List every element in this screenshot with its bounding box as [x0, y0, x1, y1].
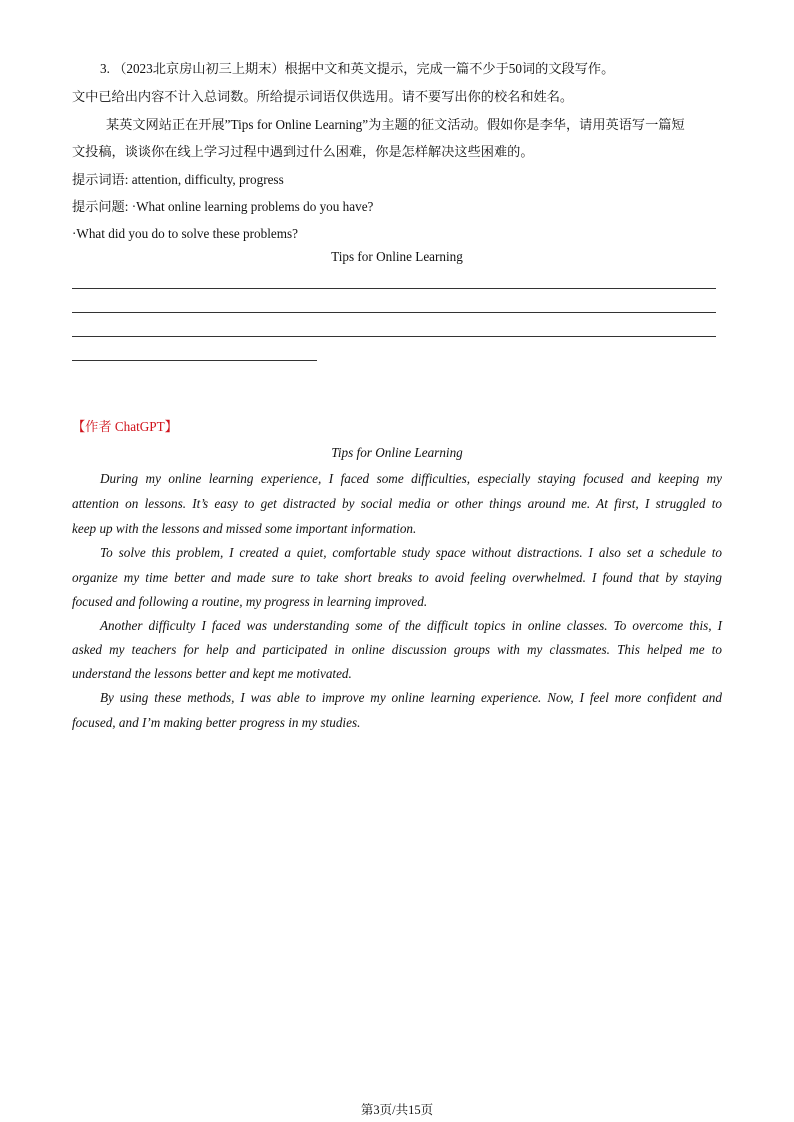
writing-line [72, 312, 716, 313]
answer-p3-line-1: Another difficulty I faced was understanding some of the difficult topics in online classes. To overcome this, I [100, 618, 722, 633]
question-line-4: 文投稿，谈谈你在线上学习过程中遇到过什么困难，你是怎样解决这些困难的。 [72, 144, 534, 159]
answer-p1-line-2: attention on lessons. It’s easy to get distracted by social media or other things around me. At first, I struggled to [72, 496, 722, 511]
answer-title: Tips for Online Learning [331, 445, 463, 460]
answer-p1-line-3: keep up with the lessons and missed some important information. [72, 521, 417, 536]
answer-p3-line-2: asked my teachers for help and participated in online discussion groups with my classmates. This helped me to [72, 642, 722, 657]
hint-words: 提示词语: attention, difficulty, progress [72, 172, 284, 187]
answer-p4-line-2: focused, and I’m making better progress in my studies. [72, 715, 361, 730]
answer-p2-line-1: To solve this problem, I created a quiet, comfortable study space without distractions. I also set a schedule to [100, 545, 722, 560]
hint-question-2: ·What did you do to solve these problems? [72, 226, 298, 241]
answer-p2-line-2: organize my time better and made sure to take short breaks to avoid feeling overwhelmed. I found that by staying [72, 570, 722, 585]
page-number: 第3页/共15页 [360, 1103, 434, 1117]
author-label: 【作者 ChatGPT】 [72, 419, 178, 434]
question-line-3: 某英文网站正在开展”Tips for Online Learning”为主题的征文活动。假如你是李华，请用英语写一篇短 [106, 117, 685, 132]
answer-p4-line-1: By using these methods, I was able to improve my online learning experience. Now, I feel more confident and [100, 690, 722, 705]
answer-p2-line-3: focused and following a routine, my progress in learning improved. [72, 594, 428, 609]
writing-line [72, 360, 317, 361]
hint-question-1: 提示问题: ·What online learning problems do you have? [72, 199, 374, 214]
essay-title: Tips for Online Learning [331, 249, 463, 264]
question-line-2: 文中已给出内容不计入总词数。所给提示词语仅供选用。请不要写出你的校名和姓名。 [72, 89, 574, 104]
writing-line [72, 288, 716, 289]
writing-line [72, 336, 716, 337]
answer-p1-line-1: During my online learning experience, I faced some difficulties, especially staying focused and keeping my [100, 471, 722, 486]
answer-p3-line-3: understand the lessons better and kept me motivated. [72, 666, 352, 681]
question-line-1: 3. （2023北京房山初三上期末）根据中文和英文提示，完成一篇不少于50词的文段写作。 [100, 61, 615, 76]
